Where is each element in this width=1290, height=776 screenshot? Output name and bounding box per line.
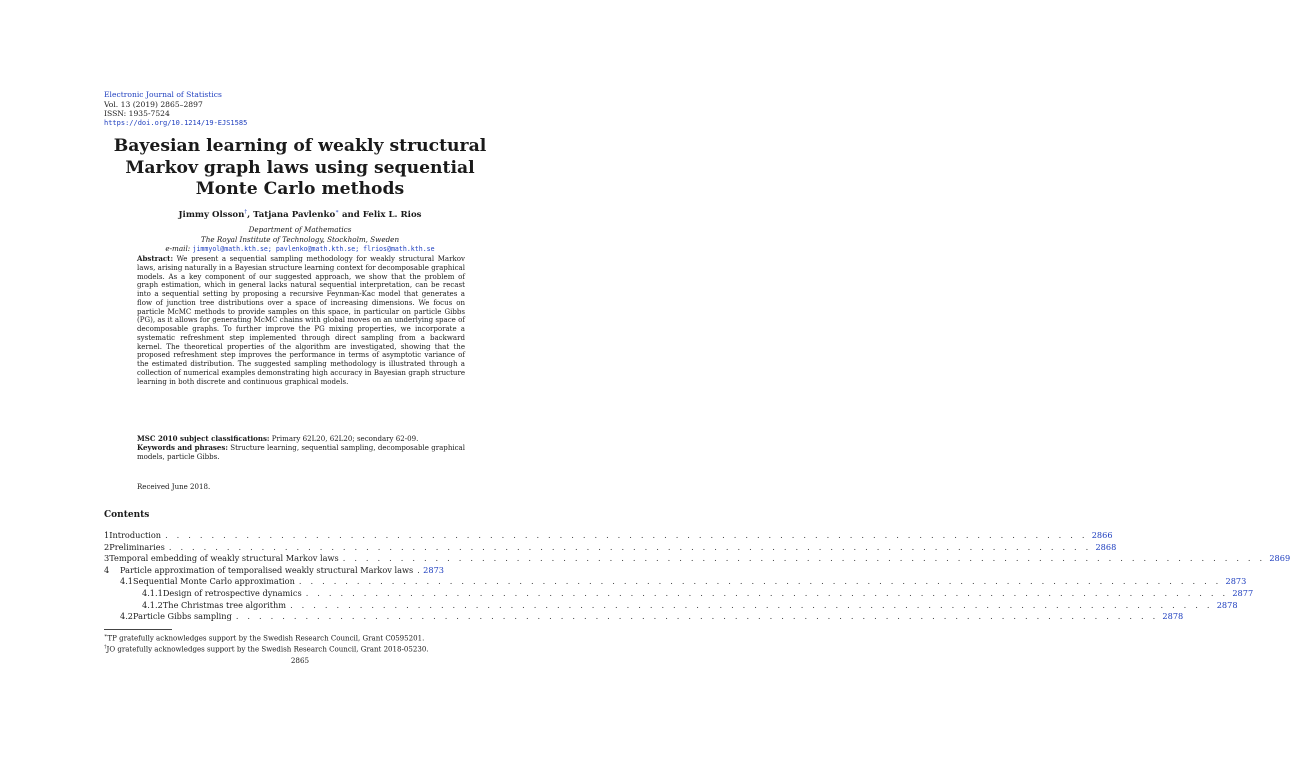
toc-title[interactable]: Design of retrospective dynamics <box>162 587 302 598</box>
footnote-rule <box>104 629 172 630</box>
footnote-text: TP gratefully acknowledges support by the Swedish Research Council, Grant C0595201. <box>107 633 425 643</box>
toc-leader-dots <box>417 565 419 577</box>
keywords-text: Structure learning, sequential sampling, decomposable graphical models, particle Gibbs. <box>137 443 466 461</box>
toc-page-link[interactable]: 2868 <box>1095 541 1117 552</box>
toc-leader-dots: . . . . . . . . . . . . . . . . . . . . . . . . . . . . . . . . . . . . . . . . . . . . . . . . . . . . . . . . . . . . . . . . . . . . . . . . . . . . . . . . <box>235 611 1159 622</box>
toc-leader-dots: . . . . . . . . . . . . . . . . . . . . . . . . . . . . . . . . . . . . . . . . . . . . . . . . . . . . . . . . . . . . . . . . . . . . . . . . . . . . . . . . <box>342 553 1266 564</box>
footnote-mark: † <box>104 643 107 650</box>
toc-leader-dots: . . . . . . . . . . . . . . . . . . . . . . . . . . . . . . . . . . . . . . . . . . . . . . . . . . . . . . . . . . . . . . . . . . . . . . . . . . . . . . . . <box>168 541 1092 552</box>
paper-title <box>100 136 500 201</box>
toc-page-link[interactable]: 2878 <box>1216 599 1238 610</box>
author-name: Felix L. Rios <box>362 209 422 220</box>
toc-number: 3 <box>104 553 110 564</box>
affiliation <box>100 225 500 255</box>
toc-number: 4 <box>104 564 110 575</box>
email-links[interactable]: jimmyol@math.kth.se; pavlenko@math.kth.se; flrios@math.kth.se <box>192 245 435 254</box>
toc-entry[interactable] <box>104 587 1254 600</box>
toc-title[interactable]: The Christmas tree algorithm <box>162 599 287 610</box>
toc-entry[interactable] <box>104 530 1113 542</box>
toc-title[interactable]: Temporal embedding of weakly structural Markov laws <box>109 553 339 564</box>
toc-number: 4.1.1 <box>142 587 163 598</box>
toc-title[interactable]: Particle Gibbs sampling <box>133 611 232 622</box>
abstract-text: We present a sequential sampling methodology for weakly structural Markov laws, arising naturally in a Bayesian structure learning context for decomposable graphical models. As a key component of our suggested approach, we show that the problem of graph estimation, which in general lacks natural sequential interpretation, can be recast into a sequential setting by proposing a recursive Feynman-Kac model that generates a flow of junction tree distributions over a space of increasing dimensions. We focus on particle McMC methods to provide samples on this space, in particular on particle Gibbs (PG), as it allows for generating McMC chains with global moves on an underlying space of decomposable graphs. To further improve the PG mixing properties, we incorporate a systematic refreshment step implemented through direct sampling from a backward kernel. The theoretical properties of the algorithm are investigated, showing that the proposed refreshment step improves the performance in terms of asymptotic variance of the estimated distribution. The suggested sampling methodology is illustrated through a collection of numerical examples demonstrating high accuracy in Bayesian graph structure learning in both discrete and continuous graphical models. <box>137 254 465 386</box>
toc-number: 4.1 <box>120 576 134 587</box>
table-of-contents <box>104 530 1290 623</box>
toc-number: 4.2 <box>120 611 134 622</box>
toc-title[interactable]: Preliminaries <box>109 541 165 552</box>
affiliation-institution: The Royal Institute of Technology, Stockholm, Sweden <box>200 234 400 244</box>
abstract-heading: Abstract: <box>137 254 174 263</box>
toc-page-link[interactable]: 2869 <box>1269 553 1290 564</box>
toc-page-link[interactable]: 2877 <box>1232 587 1254 598</box>
toc-page-link[interactable]: 2878 <box>1162 611 1184 622</box>
toc-entry[interactable] <box>104 553 1290 565</box>
footnotes <box>104 632 504 654</box>
footnote-text: JO gratefully acknowledges support by the Swedish Research Council, Grant 2018-05230. <box>106 644 429 654</box>
footnote-mark: ∗ <box>104 633 108 639</box>
toc-entry[interactable] <box>104 565 444 577</box>
author-separator: and <box>338 209 363 220</box>
journal-issn: ISSN: 1935-7524 <box>104 109 170 119</box>
toc-leader-dots: . . . . . . . . . . . . . . . . . . . . . . . . . . . . . . . . . . . . . . . . . . . . . . . . . . . . . . . . . . . . . . . . . . . . . . . . . . . . . . . . <box>290 599 1213 610</box>
toc-number: 2 <box>104 541 110 552</box>
author-name: Jimmy Olsson <box>178 209 245 220</box>
email-label: e-mail: <box>165 244 191 254</box>
page-number: 2865 <box>290 656 310 665</box>
toc-title[interactable]: Particle approximation of temporalised weakly structural Markov laws <box>120 564 414 575</box>
title-line: Monte Carlo methods <box>195 179 405 199</box>
author-footnote-mark[interactable]: ∗ <box>335 209 339 215</box>
toc-entry[interactable] <box>104 611 1184 623</box>
toc-title[interactable]: Introduction <box>109 530 162 540</box>
received-date: Received June 2018. <box>137 482 211 491</box>
title-line: Bayesian learning of weakly structural <box>113 136 487 156</box>
toc-page-link[interactable]: 2873 <box>423 564 444 575</box>
title-line: Markov graph laws using sequential <box>125 157 475 178</box>
toc-leader-dots: . . . . . . . . . . . . . . . . . . . . . . . . . . . . . . . . . . . . . . . . . . . . . . . . . . . . . . . . . . . . . . . . . . . . . . . . . . . . . . . . <box>305 587 1229 598</box>
toc-number: 4.1.2 <box>142 599 163 610</box>
classification-block <box>137 434 465 461</box>
affiliation-dept: Department of Mathematics <box>248 225 352 234</box>
toc-entry[interactable] <box>104 576 1247 588</box>
journal-volume: Vol. 13 (2019) 2865–2897 <box>104 99 203 109</box>
author-separator: , <box>247 209 254 220</box>
journal-name-link[interactable]: Electronic Journal of Statistics <box>104 90 222 99</box>
author-footnote-mark[interactable]: † <box>244 209 248 215</box>
msc-text: Primary 62L20, 62L20; secondary 62-09. <box>271 434 419 443</box>
toc-entry[interactable] <box>104 599 1238 612</box>
msc-heading: MSC 2010 subject classifications: <box>137 434 270 443</box>
contents-heading: Contents <box>104 510 150 520</box>
toc-entry[interactable] <box>104 541 1117 554</box>
footnote <box>104 632 504 643</box>
toc-number: 1 <box>104 530 110 540</box>
toc-page-link[interactable]: 2866 <box>1091 530 1113 540</box>
abstract <box>137 255 465 386</box>
journal-header <box>104 90 247 128</box>
footnote <box>104 643 504 654</box>
toc-title[interactable]: Sequential Monte Carlo approximation <box>133 576 295 587</box>
toc-page-link[interactable]: 2873 <box>1225 576 1247 587</box>
author-name: Tatjana Pavlenko <box>253 209 336 220</box>
toc-leader-dots: . . . . . . . . . . . . . . . . . . . . . . . . . . . . . . . . . . . . . . . . . . . . . . . . . . . . . . . . . . . . . . . . . . . . . . . . . . . . . . . . <box>298 576 1222 587</box>
keywords-heading: Keywords and phrases: <box>137 443 228 452</box>
author-list <box>100 209 500 220</box>
toc-leader-dots: . . . . . . . . . . . . . . . . . . . . . . . . . . . . . . . . . . . . . . . . . . . . . . . . . . . . . . . . . . . . . . . . . . . . . . . . . . . . . . . . <box>165 530 1088 540</box>
doi-link[interactable]: https://doi.org/10.1214/19-EJS1585 <box>104 118 248 127</box>
